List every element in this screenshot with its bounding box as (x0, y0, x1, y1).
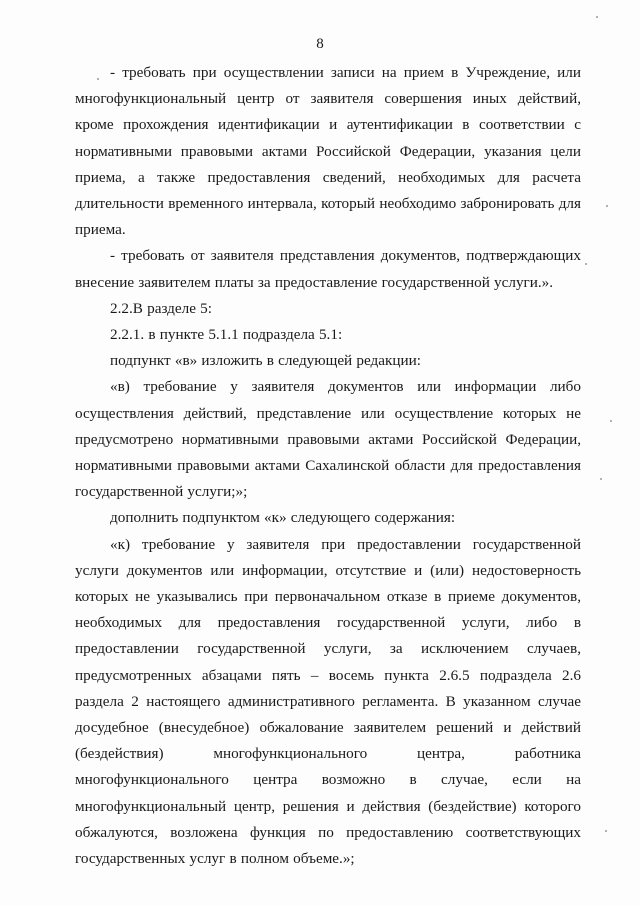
scan-speck (585, 263, 587, 265)
scan-speck (596, 16, 598, 18)
paragraph-section-5-heading: 2.2.В разделе 5: (110, 299, 212, 317)
scan-speck (606, 205, 608, 207)
scan-speck (610, 420, 612, 422)
paragraph-clause-5-1-1: 2.2.1. в пункте 5.1.1 подраздела 5.1: (110, 326, 343, 344)
paragraph-subclause-v-text: «в) требование у заявителя документов или информации либо осуществления действий, представление или осуществление которых не предусмотрено нормативными правовыми актами Российской Федерации, нормативными правовыми актами Сахалинской области для предоставления государственной услуги;»; (75, 378, 581, 501)
document-body (75, 60, 581, 872)
scan-speck (97, 78, 99, 80)
paragraph-subclause-k-intro: дополнить подпунктом «к» следующего содержания: (110, 509, 456, 527)
scan-speck (605, 830, 607, 832)
scan-speck (600, 478, 602, 480)
paragraph-appointment-requirement: - требовать при осуществлении записи на прием в Учреждение, или многофункциональный центр от заявителя совершения иных действий, кроме прохождения идентификации и аутентификации в соответствии с нормативными правовыми актами Российской Федерации, указания цели приема, а также предоставления сведений, необходимых для расчета длительности временного интервала, который необходимо забронировать для приема. (75, 64, 581, 239)
page-number: 8 (316, 36, 324, 52)
paragraph-subclause-k-text: «к) требование у заявителя при предоставлении государственной услуги документов или информации, отсутствие и (или) недостоверность которых не указывались при первоначальном отказе в приеме документов, необходимых для предоставления государственной услуги, либо в предоставлении государственной услуги, за исключением случаев, предусмотренных абзацами пять – восемь пункта 2.6.5 подраздела 2.6 раздела 2 настоящего административного регламента. В указанном случае досудебное (внесудебное) обжалование заявителем решений и действий (бездействия) многофункционального центра, работника многофункционального центра возможно в случае, если на многофункциональный центр, решения и действия (бездействие) которого обжалуются, возложена функция по предоставлению соответствующих государственных услуг в полном объеме.»; (75, 535, 581, 868)
paragraph-subclause-v-intro: подпункт «в» изложить в следующей редакции: (110, 352, 421, 370)
paragraph-payment-documents: - требовать от заявителя представления документов, подтверждающих внесение заявителем платы за предоставление государственной услуги.». (75, 247, 581, 291)
